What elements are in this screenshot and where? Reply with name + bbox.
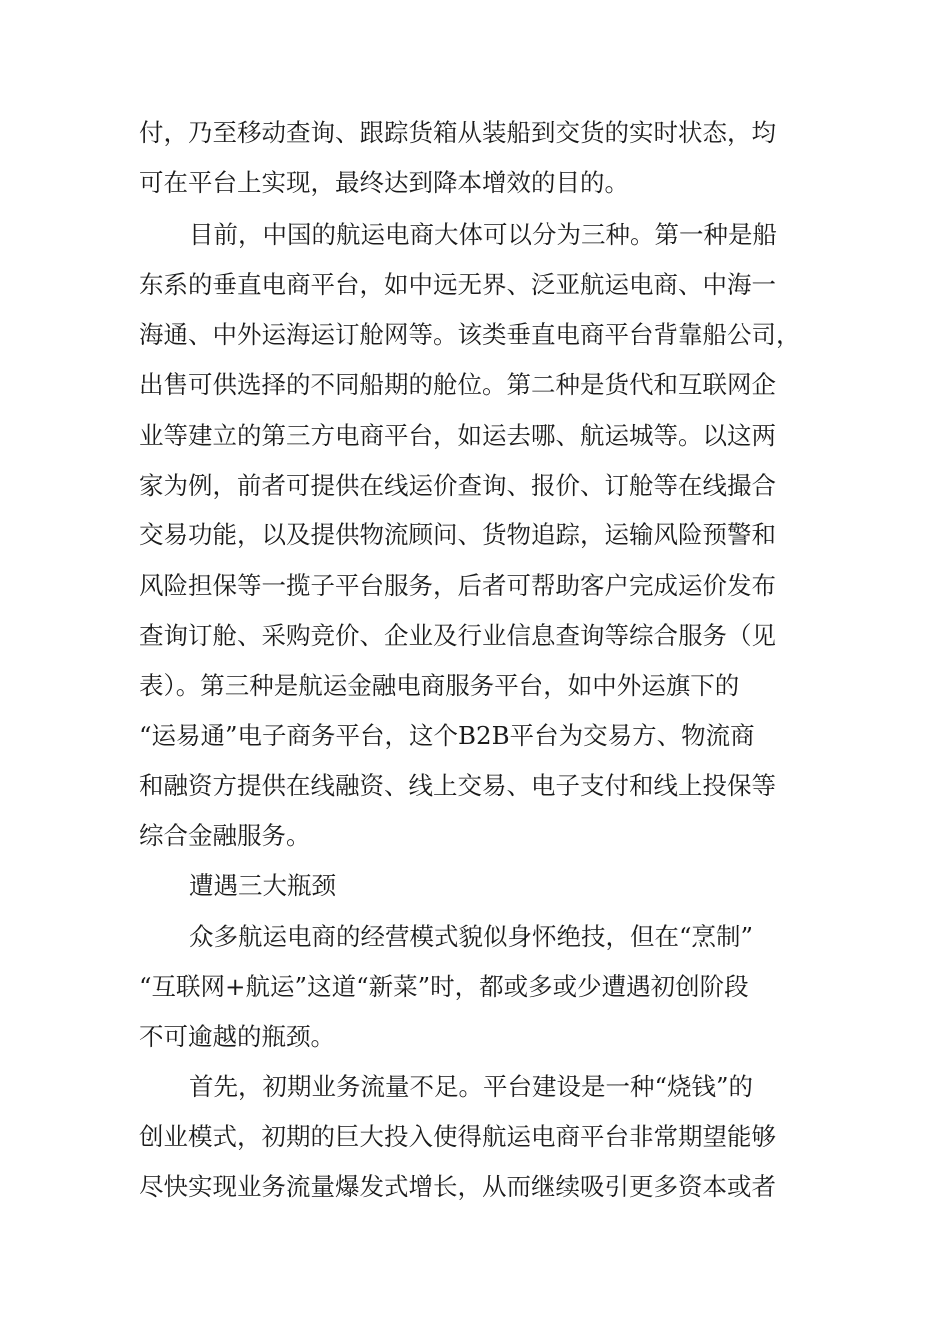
text-line: 表）。第三种是航运金融电商服务平台，如中外运旗下的 [139,671,740,700]
text-line: 综合金融服务。 [139,821,311,850]
section-heading: 遭遇三大瓶颈 [189,871,336,900]
text-line: 风险担保等一揽子平台服务，后者可帮助客户完成运价发布 [139,571,776,600]
text-line: “运易通”电子商务平台，这个B2B平台为交易方、物流商 [139,721,755,750]
text-line: 不可逾越的瓶颈。 [139,1022,335,1051]
text-line: 查询订舱、采购竞价、企业及行业信息查询等综合服务（见 [139,621,776,650]
text-line: 东系的垂直电商平台，如中远无界、泛亚航运电商、中海一 [139,270,776,299]
text-line: 众多航运电商的经营模式貌似身怀绝技，但在“烹制” [189,922,754,951]
text-line: “互联网+航运”这道“新菜”时，都或多或少遭遇初创阶段 [139,972,749,1001]
text-line: 付，乃至移动查询、跟踪货箱从装船到交货的实时状态，均 [139,118,776,147]
text-line: 目前，中国的航运电商大体可以分为三种。第一种是船 [189,220,777,249]
text-line: 家为例，前者可提供在线运价查询、报价、订舱等在线撮合 [139,471,776,500]
text-line: 交易功能，以及提供物流顾问、货物追踪，运输风险预警和 [139,520,776,549]
text-line: 出售可供选择的不同船期的舱位。第二种是货代和互联网企 [139,370,776,399]
text-line: 和融资方提供在线融资、线上交易、电子支付和线上投保等 [139,771,776,800]
text-line: 业等建立的第三方电商平台，如运去哪、航运城等。以这两 [139,421,776,450]
text-line: 海通、中外运海运订舱网等。该类垂直电商平台背靠船公司， [139,320,801,349]
text-line: 创业模式，初期的巨大投入使得航运电商平台非常期望能够 [139,1122,776,1151]
text-line: 尽快实现业务流量爆发式增长，从而继续吸引更多资本或者 [139,1172,776,1201]
text-line: 首先，初期业务流量不足。平台建设是一种“烧钱”的 [189,1072,754,1101]
text-line: 可在平台上实现，最终达到降本增效的目的。 [139,168,629,197]
